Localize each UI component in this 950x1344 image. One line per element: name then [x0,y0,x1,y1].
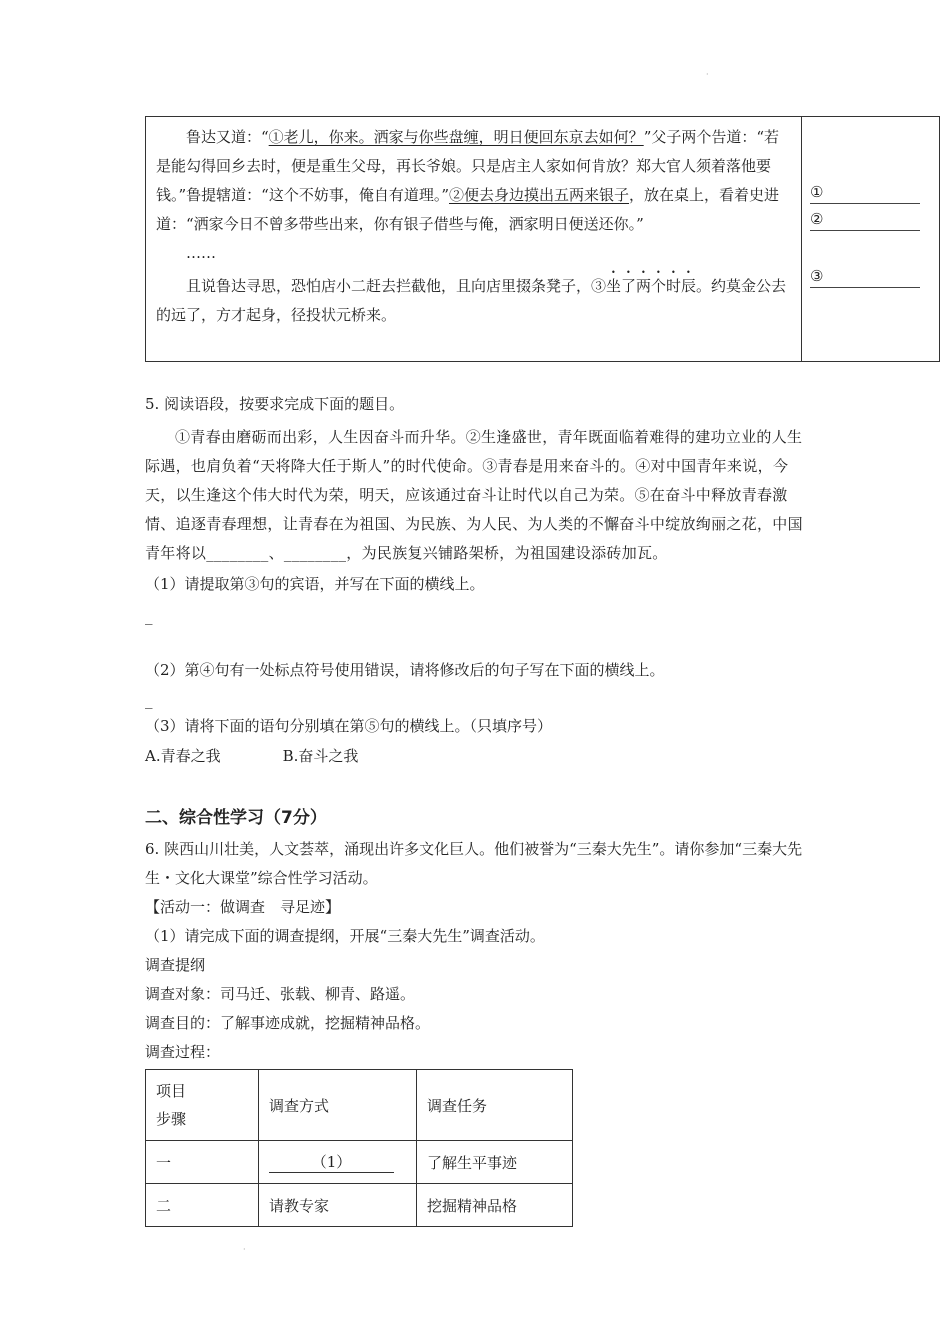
underlined-sentence-2: ②便去身边摸出五两来银子 [449,186,630,204]
q5-sub2: （2）第④句有一处标点符号使用错误，请将修改后的句子写在下面的横线上。 [145,661,665,679]
passage-paragraph-1: 鲁达又道：“①老儿，你来。洒家与你些盘缠，明日便回东京去如何？”父子两个告道：“若是能勾得回乡去时，便是重生父母，再长爷娘。只是店主人家如何肯放？郑大官人须着落他要钱。”鲁提辖道：“这个不妨事，俺自有道理。”②便去身边摸出五两来银子，放在桌上，看着史进道：“洒家今日不曾多带些出来，你有银子借些与俺，洒家明日便送还你。” [156,128,780,233]
q6-outline-title: 调查提纲 [145,956,206,974]
table-row [146,1141,573,1184]
answer-column [802,117,939,361]
q6-objects: 调查对象：司马迁、张载、柳青、路遥。 [145,985,416,1003]
dotted-phrase: 坐了两个时辰 [606,277,697,295]
answer-blank-1[interactable]: ① [810,183,920,204]
q6-purpose: 调查目的：了解事迹成就，挖掘精神品格。 [145,1014,431,1032]
passage-table [145,116,940,362]
row1-step: 一 [146,1141,259,1184]
row2-task: 挖掘精神品格 [417,1184,573,1227]
fill-in-blank-1[interactable]: （1） [269,1152,394,1173]
row2-step: 二 [146,1184,259,1227]
row1-task: 了解生平事迹 [417,1141,573,1184]
q6-stem: 6. 陕西山川壮美，人文荟萃，涌现出许多文化巨人。他们被誉为“三秦大先生”。请你参加“三秦大先生・文化大课堂”综合性学习活动。 [145,840,803,887]
q5-answer-line-1[interactable]: _ [145,607,153,625]
passage-text [146,117,802,361]
q6-sub1: （1）请完成下面的调查提纲，开展“三秦大先生”调查活动。 [145,927,545,945]
table-row [146,1184,573,1227]
header-method: 调查方式 [259,1070,417,1141]
q5-paragraph: ①青春由磨砺而出彩，人生因奋斗而升华。②生逢盛世，青年既面临着难得的建功立业的人生际遇，也肩负着“天将降大任于斯人”的时代使命。③青春是用来奋斗的。④对中国青年来说，今天，以生逢这个伟大时代为荣，明天，应该通过奋斗让时代以自己为荣。⑤在奋斗中释放青春激情、追逐青春理想，让青春在为祖国、为民族、为人民、为人类的不懈奋斗中绽放绚丽之花，中国青年将以________、________，为民族复兴铺路架桥，为祖国建设添砖加瓦。 [145,428,803,562]
header-task: 调查任务 [417,1070,573,1141]
question-5 [145,391,815,770]
header-item-step: 项目 步骤 [146,1070,259,1141]
passage-paragraph-2: 且说鲁达寻思，恐怕店小二赶去拦截他，且向店里掇条凳子，③坐了两个时辰。约莫金公去的远了，方才起身，径投状元桥来。 [156,277,787,324]
survey-table [145,1069,573,1227]
q5-sub1: （1）请提取第③句的宾语，并写在下面的横线上。 [145,575,485,593]
q5-answer-line-2[interactable]: _ [145,691,153,709]
top-dot-mark: · [706,70,709,79]
question-6 [145,835,815,1067]
row2-method: 请教专家 [259,1184,417,1227]
q5-options [145,742,815,770]
option-b: B.奋斗之我 [282,747,359,765]
passage-ellipsis: …… [186,244,216,262]
section-2-title: 二、综合性学习（7分） [145,808,327,828]
q5-stem: 5. 阅读语段，按要求完成下面的题目。 [145,395,405,413]
answer-blank-3[interactable]: ③ [810,267,920,288]
underlined-sentence-1: ①老儿，你来。洒家与你些盘缠，明日便回东京去如何？ [268,128,644,146]
bottom-dot-mark: · [243,1245,246,1254]
q5-sub3: （3）请将下面的语句分别填在第⑤句的横线上。（只填序号） [145,717,553,735]
q6-activity-title: 【活动一：做调查 寻足迹】 [145,898,341,916]
answer-blank-2[interactable]: ② [810,210,920,231]
option-a: A.青春之我 [145,747,221,765]
q6-process: 调查过程： [145,1043,221,1061]
row1-method[interactable] [259,1141,417,1184]
table-header-row [146,1070,573,1141]
